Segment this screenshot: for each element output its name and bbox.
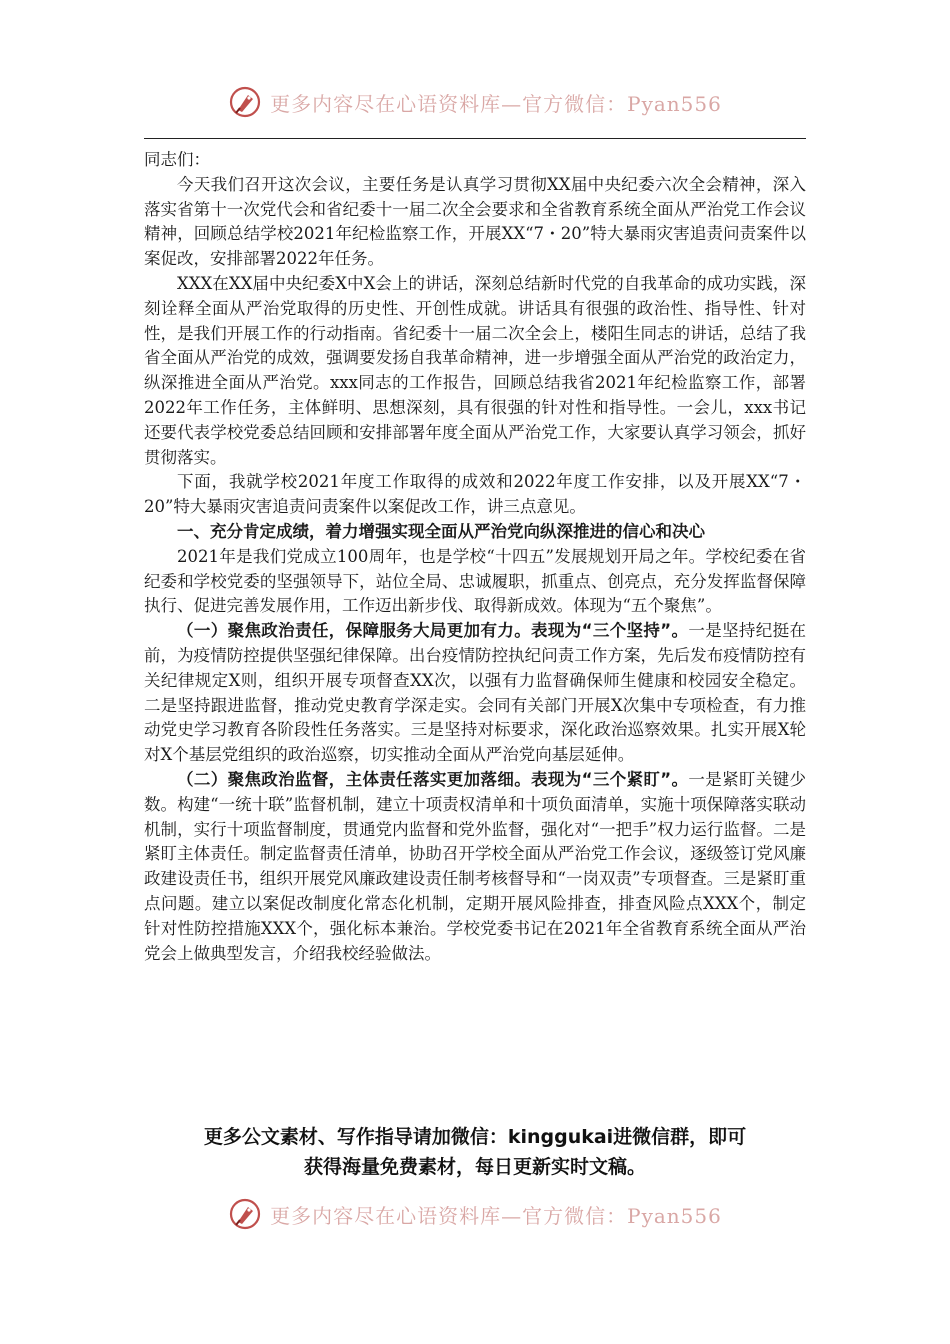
- section-heading-1: 一、充分肯定成绩，着力增强实现全面从严治党向纵深推进的信心和决心: [177, 521, 705, 541]
- paragraph-subsection-2: [144, 768, 806, 966]
- pen-nib-logo-icon: [228, 1197, 262, 1231]
- paragraph-subsection-1: [144, 619, 806, 768]
- footer-banner: [0, 1194, 950, 1234]
- promo-line-1: 更多公文素材、写作指导请加微信：kinggukai进微信群，即可: [203, 1126, 747, 1148]
- pen-nib-logo-icon: [228, 85, 262, 119]
- subsection-2-body: 一是紧盯关键少数。构建“一统十联”监督机制，建立十项责权清单和十项负面清单，实施十项保障落实联动机制，实行十项监督制度，贯通党内监督和党外监督，强化对“一把手”权力运行监督。二是紧盯主体责任。制定监督责任清单，协助召开学校全面从严治党工作会议，逐级签订党风廉政建设责任书，组织开展党风廉政建设责任制考核督导和“一岗双责”专项督查。三是紧盯重点问题。建立以案促改制度化常态化机制，定期开展风险排查，排查风险点XXX个，制定针对性防控措施XXX个，强化标本兼治。学校党委书记在2021年全省教育系统全面从严治党会上做典型发言，介绍我校经验做法。: [144, 769, 806, 963]
- paragraph-achievements: 2021年是我们党成立100周年，也是学校“十四五”发展规划开局之年。学校纪委在省纪委和学校党委的坚强领导下，站位全局、忠诚履职，抓重点、创亮点，充分发挥监督保障执行、促进完善发展作用，工作迈出新步伐、取得新成效。体现为“五个聚焦”。: [144, 546, 806, 616]
- paragraph-intro: 今天我们召开这次会议，主要任务是认真学习贯彻XX届中央纪委六次全会精神，深入落实省第十一次党代会和省纪委十一届二次全会要求和全省教育系统全面从严治党工作会议精神，回顾总结学校2021年纪检监察工作，开展XX“7・20”特大暴雨灾害追责问责案件以案促改，安排部署2022年任务。: [144, 174, 806, 269]
- subsection-1-title: （一）聚焦政治责任，保障服务大局更加有力。表现为“三个坚持”。: [177, 621, 689, 641]
- promo-notice: [130, 1122, 820, 1182]
- salutation: 同志们：: [144, 150, 210, 169]
- header-banner-text: 更多内容尽在心语资料库—官方微信：Pyan556: [270, 91, 722, 116]
- document-body: [144, 148, 806, 966]
- header-banner: [0, 82, 950, 122]
- header-divider: [144, 138, 806, 139]
- paragraph-outline: 下面，我就学校2021年度工作取得的成效和2022年度工作安排，以及开展XX“7・20”特大暴雨灾害追责问责案件以案促改工作，讲三点意见。: [144, 472, 806, 517]
- footer-banner-text: 更多内容尽在心语资料库—官方微信：Pyan556: [270, 1203, 722, 1228]
- subsection-1-body: 一是坚持纪挺在前，为疫情防控提供坚强纪律保障。出台疫情防控执纪问责工作方案，先后发布疫情防控有关纪律规定X则，组织开展专项督查XX次，以强有力监督确保师生健康和校园安全稳定。二是坚持跟进监督，推动党史教育学深走实。会同有关部门开展X次集中专项检查，有力推动党史学习教育各阶段性任务落实。三是坚持对标要求，深化政治巡察效果。扎实开展X轮对X个基层党组织的政治巡察，切实推动全面从严治党向基层延伸。: [144, 621, 806, 765]
- paragraph-speech-summary: XXX在XX届中央纪委X中X会上的讲话，深刻总结新时代党的自我革命的成功实践，深刻诠释全面从严治党取得的历史性、开创性成就。讲话具有很强的政治性、指导性、针对性，是我们开展工作的行动指南。省纪委十一届二次全会上，楼阳生同志的讲话，总结了我省全面从严治党的成效，强调要发扬自我革命精神，进一步增强全面从严治党的政治定力，纵深推进全面从严治党。xxx同志的工作报告，回顾总结我省2021年纪检监察工作，部署2022年工作任务，主体鲜明、思想深刻，具有很强的针对性和指导性。一会儿，xxx书记还要代表学校党委总结回顾和安排部署年度全面从严治党工作，大家要认真学习领会，抓好贯彻落实。: [144, 273, 806, 467]
- subsection-2-title: （二）聚焦政治监督，主体责任落实更加落细。表现为“三个紧盯”。: [177, 769, 689, 789]
- promo-line-2: 获得海量免费素材，每日更新实时文稿。: [303, 1156, 646, 1178]
